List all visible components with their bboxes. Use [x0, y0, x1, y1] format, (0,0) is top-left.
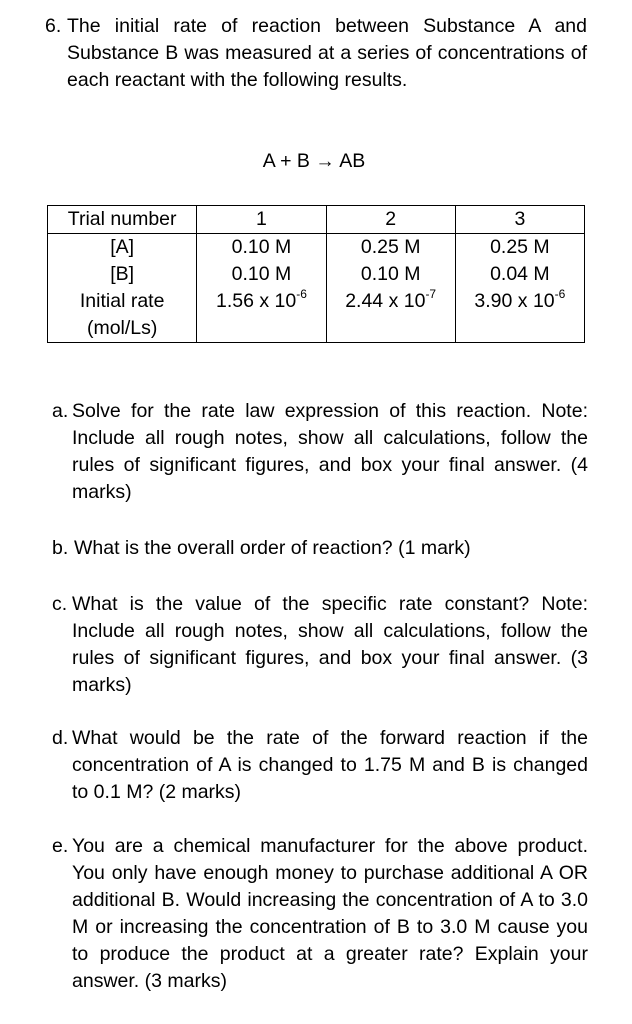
trial-1: 1: [197, 206, 326, 234]
rate-trial-2: [326, 288, 455, 343]
a-trial-3: 0.25 M: [455, 234, 584, 262]
rate-trial-3: [455, 288, 584, 343]
table-row-trial: [48, 206, 585, 234]
b-trial-2: 0.10 M: [326, 261, 455, 288]
question-number: 6.: [45, 15, 62, 37]
row-label-trial: Trial number: [48, 206, 197, 234]
row-label-rate-line2: (mol/Ls): [86, 317, 158, 339]
question-intro-text: The initial rate of reaction between Substance A and Substance B was measured at a series of concentrations of each reactant with the following results.: [67, 15, 587, 91]
part-e-letter: e.: [52, 835, 69, 857]
rate-trial-2-mantissa: 2.44 x 10: [345, 290, 426, 312]
table-row-rate: [48, 288, 585, 343]
row-label-b: [B]: [48, 261, 197, 288]
part-a-letter: a.: [52, 400, 69, 422]
part-d-text: What would be the rate of the forward reaction if the concentration of A is changed to 1.75 M and B is changed to 0.1 M? (2 marks): [72, 727, 588, 803]
rate-trial-2-exponent: -7: [425, 286, 437, 301]
rate-trial-1-exponent: -6: [296, 286, 307, 301]
rate-trial-3-mantissa: 3.90 x 10: [474, 290, 555, 312]
table-row-b: [48, 261, 585, 288]
trial-2: 2: [326, 206, 455, 234]
b-trial-3: 0.04 M: [455, 261, 584, 288]
row-label-a: [A]: [48, 234, 197, 262]
reaction-equation-text: A + B → AB: [262, 150, 366, 172]
row-label-rate: [48, 288, 197, 343]
part-b-letter: b.: [52, 537, 69, 559]
reaction-equation: [0, 148, 632, 175]
rate-trial-3-exponent: -6: [554, 286, 566, 301]
rate-trial-1-mantissa: 1.56 x 10: [215, 290, 297, 312]
part-c: [52, 591, 588, 699]
a-trial-2: 0.25 M: [326, 234, 455, 262]
rate-trial-1: [197, 288, 326, 343]
part-e: [52, 833, 588, 995]
part-c-letter: c.: [52, 593, 68, 615]
part-a: [52, 398, 588, 506]
part-d: [52, 725, 588, 806]
part-b: [52, 535, 588, 562]
question-intro: [45, 13, 587, 94]
row-label-rate-line1: Initial rate: [79, 290, 165, 312]
rate-data-table: [47, 205, 585, 343]
table-row-a: [48, 234, 585, 262]
part-c-text: What is the value of the specific rate constant? Note: Include all rough notes, show all calculations, follow the rules of significant figures, and box your final answer. (3 marks): [72, 593, 588, 696]
a-trial-1: 0.10 M: [197, 234, 326, 262]
part-b-text: What is the overall order of reaction? (1 mark): [74, 537, 471, 559]
trial-3: 3: [455, 206, 584, 234]
part-d-letter: d.: [52, 727, 69, 749]
b-trial-1: 0.10 M: [197, 261, 326, 288]
part-a-text: Solve for the rate law expression of this reaction. Note: Include all rough notes, show all calculations, follow the rules of significant figures, and box your final answer. (4 marks): [72, 400, 588, 503]
part-e-text: You are a chemical manufacturer for the above product. You only have enough money to purchase additional A OR additional B. Would increasing the concentration of A to 3.0 M or increasing the concentration of B to 3.0 M cause you to produce the product at a greater rate? Explain your answer. (3 marks): [72, 835, 588, 992]
